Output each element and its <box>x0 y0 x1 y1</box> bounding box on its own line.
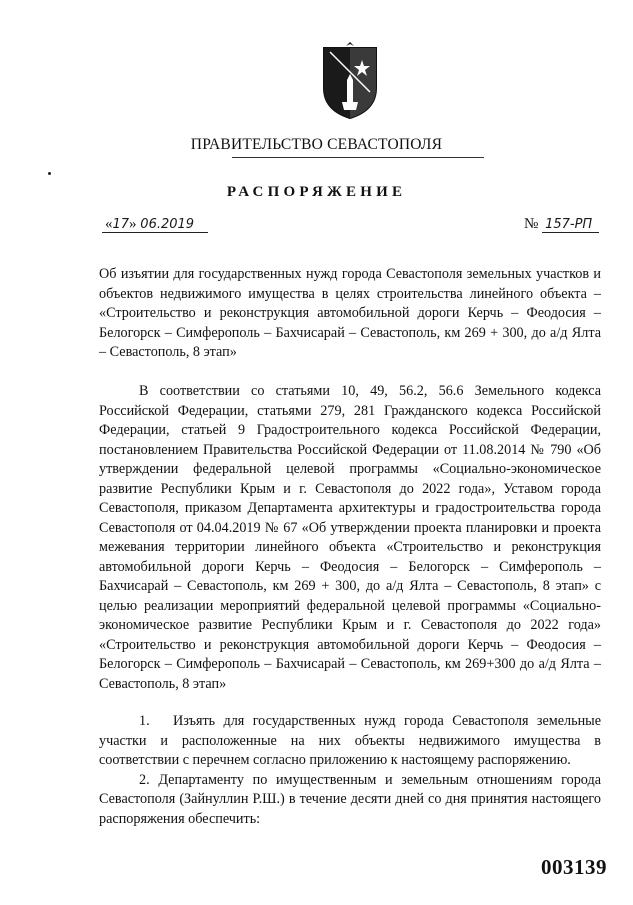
order-item <box>99 771 601 830</box>
item-number: 1. <box>139 713 150 729</box>
date-close-quote: » <box>129 216 137 232</box>
organization-title: ПРАВИТЕЛЬСТВО СЕВАСТОПОЛЯ <box>190 136 443 153</box>
date-month-year: 06.2019 <box>140 217 195 232</box>
number-value: 157-РП <box>545 217 593 232</box>
sevastopol-coat-of-arms-icon <box>318 40 382 120</box>
document-type-heading: РАСПОРЯЖЕНИЕ <box>226 184 407 200</box>
item-text: Изъять для государственных нужд города Севастополя земельные участки и расположенные на них объекты недвижимого имущества в соответствии с перечнем согласно приложению к настоящему распоряжению. <box>99 713 601 768</box>
item-text: Департаменту по имущественным и земельным отношениям города Севастополя (Зайнуллин Р.Ш.) в течение десяти дней со дня принятия настоящего распоряжения обеспечить: <box>99 771 601 827</box>
item-number: 2. <box>139 771 150 788</box>
scan-speck <box>48 172 51 175</box>
preamble-paragraph <box>99 382 601 694</box>
number-prefix: № <box>524 216 539 232</box>
document-number <box>524 216 599 233</box>
document-subject: Об изъятии для государственных нужд города Севастополя земельных участков и объектов недвижимого имущества в целях строительства линейного объекта – «Строительство и реконструкция автомобильной дороги Керчь – Феодосия – Белогорск – Симферополь – Бахчисарай – Севастополь, км 269 + 300, до а/д Ялта – Севастополь, 8 этап» <box>99 266 601 360</box>
date-open-quote: « <box>105 216 113 232</box>
page-serial-number: 003139 <box>541 855 607 879</box>
date-day: 17 <box>112 217 130 232</box>
title-underline <box>232 157 484 158</box>
document-date <box>102 216 208 233</box>
order-item <box>99 712 601 771</box>
order-items <box>99 712 601 829</box>
preamble-text: В соответствии со статьями 10, 49, 56.2, 56.6 Земельного кодекса Российской Федерации, статьями 279, 281 Гражданского кодекса Российской Федерации, статьей 9 Градостроительного кодекса Российской Федерации, постановлением Правительства Российской Федерации от 11.08.2014 № 790 «Об утверждении федеральной целевой программы «Социально-экономическое развитие Республики Крым и г. Севастополя до 2022 года», Уставом города Севастополя, приказом Департамента архитектуры и градостроительства города Севастополя от 04.04.2019 № 67 «Об утверждении проекта планировки и проекта межевания территории линейного объекта «Строительство и реконструкция автомобильной дороги Керчь – Феодосия – Белогорск – Симферополь – Бахчисарай – Севастополь, км 269 + 300, до а/д Ялта – Севастополь, 8 этап» с целью реализации мероприятий федеральной целевой программы «Социально-экономическое развитие Республики Крым и г. Севастополя до 2022 года» «Строительство и реконструкция автомобильной дороги Керчь – Феодосия – Белогорск – Симферополь – Бахчисарай – Севастополь, км 269+300 до а/д Ялта – Севастополь, 8 этап» <box>99 383 601 692</box>
